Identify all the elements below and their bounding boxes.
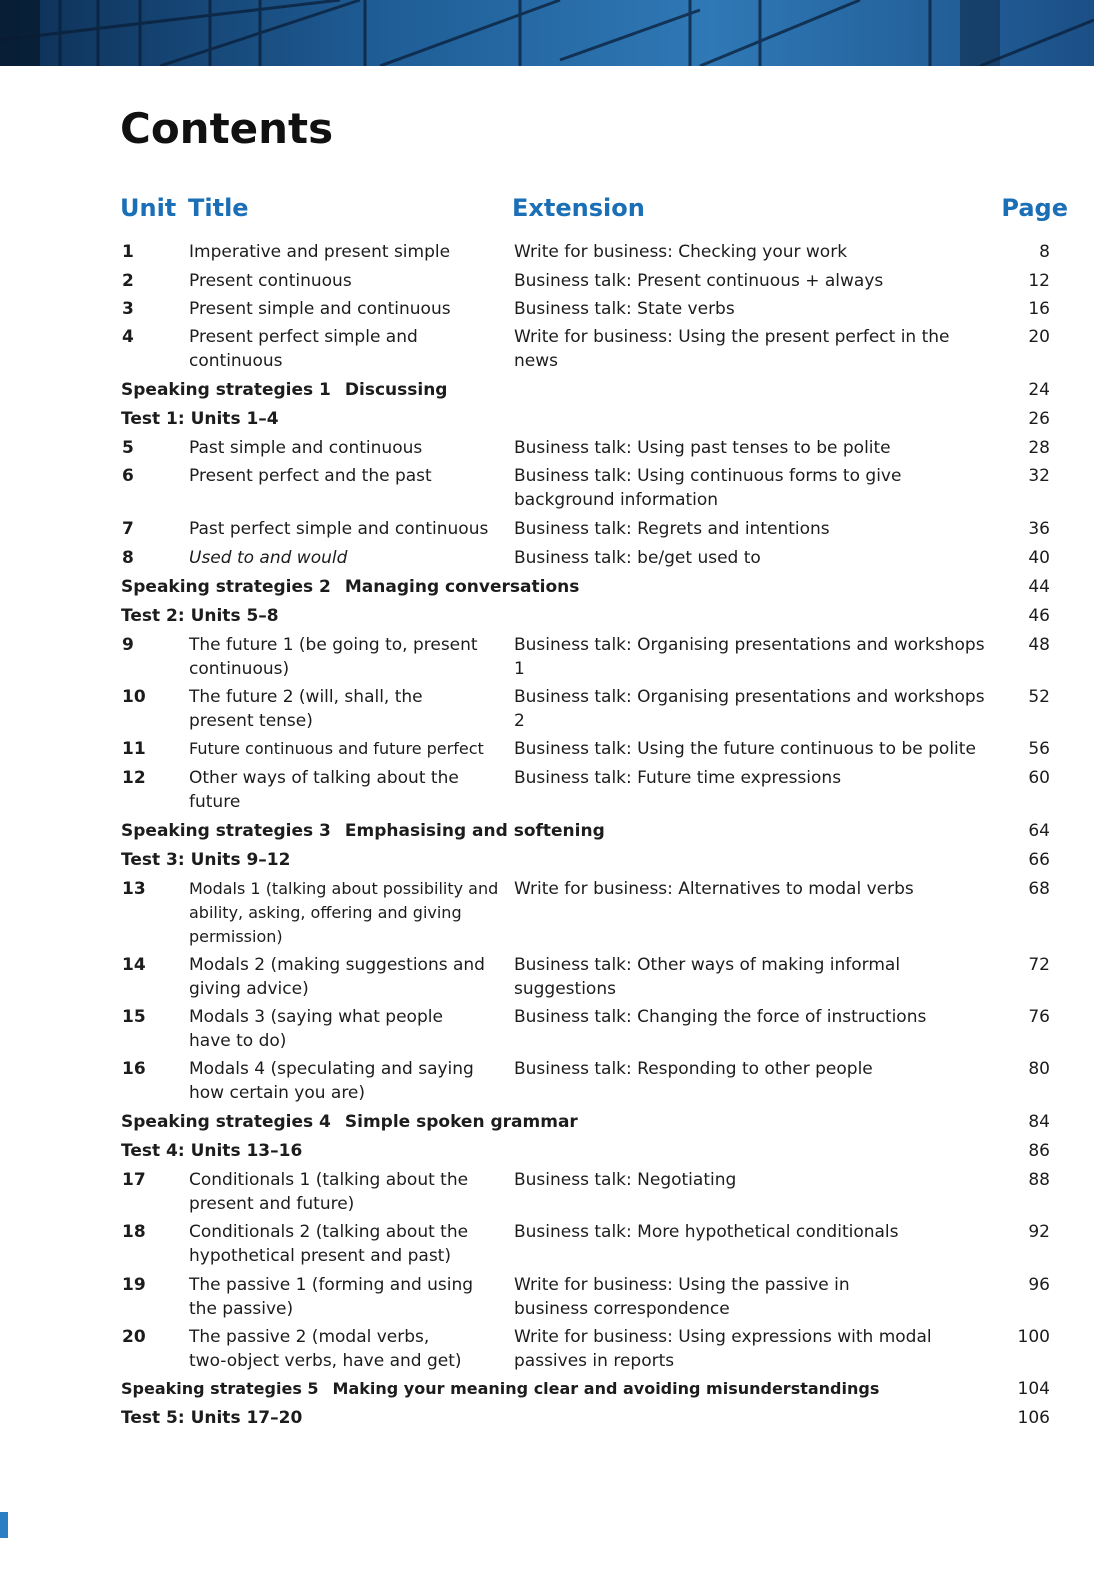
page-number: 80	[1028, 1059, 1050, 1079]
unit-number: 6	[122, 466, 134, 486]
unit-title: Present simple and continuous	[189, 299, 451, 319]
page-number: 96	[1028, 1275, 1050, 1295]
section-title	[121, 407, 279, 431]
unit-title: Other ways of talking about the future	[189, 768, 459, 812]
page-number: 76	[1028, 1007, 1050, 1027]
unit-extension: Business talk: Using past tenses to be polite	[514, 438, 891, 458]
page-number: 104	[1017, 1379, 1050, 1399]
unit-title: Conditionals 1 (talking about the present and future)	[189, 1170, 469, 1214]
unit-extension: Write for business: Alternatives to modal verbs	[514, 879, 914, 899]
title-column-header: Title	[188, 194, 249, 222]
unit-number: 13	[122, 879, 146, 899]
unit-title: Modals 1 (talking about possibility and ability, asking, offering and giving permission)	[189, 879, 499, 946]
section-label: Speaking strategies 2	[121, 577, 331, 597]
section-label: Test 3: Units 9–12	[121, 850, 291, 870]
unit-extension: Business talk: Organising presentations and workshops 1	[514, 635, 985, 679]
unit-extension: Write for business: Checking your work	[514, 242, 848, 262]
page-number: 52	[1028, 687, 1050, 707]
section-title	[121, 378, 447, 402]
unit-title: Future continuous and future perfect	[189, 739, 484, 758]
page-number: 106	[1017, 1408, 1050, 1428]
unit-title: Modals 2 (making suggestions and giving advice)	[189, 955, 485, 999]
unit-extension: Write for business: Using expressions with modal passives in reports	[514, 1327, 932, 1371]
unit-number: 19	[122, 1275, 146, 1295]
section-title	[121, 848, 290, 872]
section-subtitle: Making your meaning clear and avoiding misunderstandings	[332, 1379, 880, 1398]
unit-number: 15	[122, 1007, 146, 1027]
page-number: 68	[1028, 879, 1050, 899]
section-label: Test 1: Units 1–4	[121, 409, 279, 429]
unit-extension: Business talk: Responding to other people	[514, 1059, 873, 1079]
page-number: 20	[1028, 327, 1050, 347]
unit-extension: Business talk: Using continuous forms to give background information	[514, 466, 902, 510]
unit-extension: Business talk: Regrets and intentions	[514, 519, 830, 539]
unit-number: 8	[122, 548, 134, 568]
page-number: 88	[1028, 1170, 1050, 1190]
page-number: 24	[1028, 380, 1050, 400]
unit-extension: Business talk: Present continuous + always	[514, 271, 884, 291]
unit-extension: Business talk: More hypothetical conditionals	[514, 1222, 899, 1242]
page-number: 26	[1028, 409, 1050, 429]
page-number: 44	[1028, 577, 1050, 597]
page-number: 56	[1028, 739, 1050, 759]
unit-title: The future 1 (be going to, present continuous)	[189, 635, 478, 679]
section-label: Test 4: Units 13–16	[121, 1141, 303, 1161]
unit-number: 2	[122, 271, 134, 291]
unit-number: 5	[122, 438, 134, 458]
unit-number: 7	[122, 519, 134, 539]
section-title	[121, 1377, 879, 1401]
section-title	[121, 1139, 302, 1163]
page-number: 72	[1028, 955, 1050, 975]
page-edge-marker	[0, 1512, 8, 1538]
page-number: 60	[1028, 768, 1050, 788]
unit-number: 3	[122, 299, 134, 319]
section-label: Speaking strategies 5	[121, 1379, 319, 1398]
section-label: Speaking strategies 4	[121, 1112, 331, 1132]
section-title	[121, 575, 579, 599]
section-title	[121, 819, 605, 843]
page-number: 48	[1028, 635, 1050, 655]
page-number: 86	[1028, 1141, 1050, 1161]
unit-title: Conditionals 2 (talking about the hypothetical present and past)	[189, 1222, 469, 1266]
unit-extension: Business talk: be/get used to	[514, 548, 761, 568]
unit-extension: Write for business: Using the passive in business correspondence	[514, 1275, 850, 1319]
unit-title: Past perfect simple and continuous	[189, 519, 489, 539]
section-subtitle: Simple spoken grammar	[344, 1112, 578, 1132]
unit-number: 10	[122, 687, 146, 707]
page-number: 16	[1028, 299, 1050, 319]
section-label: Speaking strategies 1	[121, 380, 331, 400]
unit-title: Past simple and continuous	[189, 438, 423, 458]
page-number: 46	[1028, 606, 1050, 626]
unit-extension: Business talk: Organising presentations and workshops 2	[514, 687, 985, 731]
page-number: 32	[1028, 466, 1050, 486]
unit-title: The passive 2 (modal verbs, two-object verbs, have and get)	[189, 1327, 462, 1371]
unit-extension: Business talk: Future time expressions	[514, 768, 842, 788]
unit-title: Present perfect and the past	[189, 466, 432, 486]
page-number: 92	[1028, 1222, 1050, 1242]
unit-extension: Business talk: Using the future continuous to be polite	[514, 739, 976, 759]
unit-extension: Business talk: Changing the force of instructions	[514, 1007, 927, 1027]
unit-number: 12	[122, 768, 146, 788]
unit-number: 4	[122, 327, 134, 347]
section-title	[121, 1406, 302, 1430]
unit-title: The passive 1 (forming and using the passive)	[189, 1275, 474, 1319]
unit-column-header: Unit	[120, 194, 177, 222]
unit-extension: Business talk: State verbs	[514, 299, 735, 319]
unit-extension: Business talk: Negotiating	[514, 1170, 737, 1190]
page-number: 84	[1028, 1112, 1050, 1132]
unit-extension: Business talk: Other ways of making informal suggestions	[514, 955, 901, 999]
page-number: 36	[1028, 519, 1050, 539]
unit-number: 14	[122, 955, 146, 975]
unit-title: Imperative and present simple	[189, 242, 451, 262]
section-subtitle: Managing conversations	[344, 577, 580, 597]
unit-extension: Write for business: Using the present perfect in the news	[514, 327, 950, 371]
page-number: 12	[1028, 271, 1050, 291]
unit-title: Used to and would	[189, 548, 348, 568]
section-subtitle: Emphasising and softening	[344, 821, 605, 841]
section-title	[121, 1110, 578, 1134]
section-label: Test 5: Units 17–20	[121, 1408, 303, 1428]
section-subtitle: Discussing	[344, 380, 448, 400]
unit-title: Present continuous	[189, 271, 352, 291]
unit-number: 18	[122, 1222, 146, 1242]
unit-number: 11	[122, 739, 146, 759]
unit-title: Modals 3 (saying what people have to do)	[189, 1007, 443, 1051]
page-number: 8	[1039, 242, 1050, 262]
page-number: 28	[1028, 438, 1050, 458]
page-number: 66	[1028, 850, 1050, 870]
unit-title: Modals 4 (speculating and saying how certain you are)	[189, 1059, 474, 1103]
page-number: 40	[1028, 548, 1050, 568]
page-number: 64	[1028, 821, 1050, 841]
section-label: Speaking strategies 3	[121, 821, 331, 841]
unit-title: Present perfect simple and continuous	[189, 327, 418, 371]
extension-column-header: Extension	[512, 194, 645, 222]
unit-number: 20	[122, 1327, 146, 1347]
unit-title: The future 2 (will, shall, the present tense)	[189, 687, 423, 731]
page-number: 100	[1017, 1327, 1050, 1347]
page-column-header: Page	[1001, 194, 1068, 222]
section-label: Test 2: Units 5–8	[121, 606, 279, 626]
unit-number: 17	[122, 1170, 146, 1190]
unit-number: 9	[122, 635, 134, 655]
unit-number: 1	[122, 242, 134, 262]
page-title: Contents	[120, 104, 334, 153]
unit-number: 16	[122, 1059, 146, 1079]
section-title	[121, 604, 279, 628]
